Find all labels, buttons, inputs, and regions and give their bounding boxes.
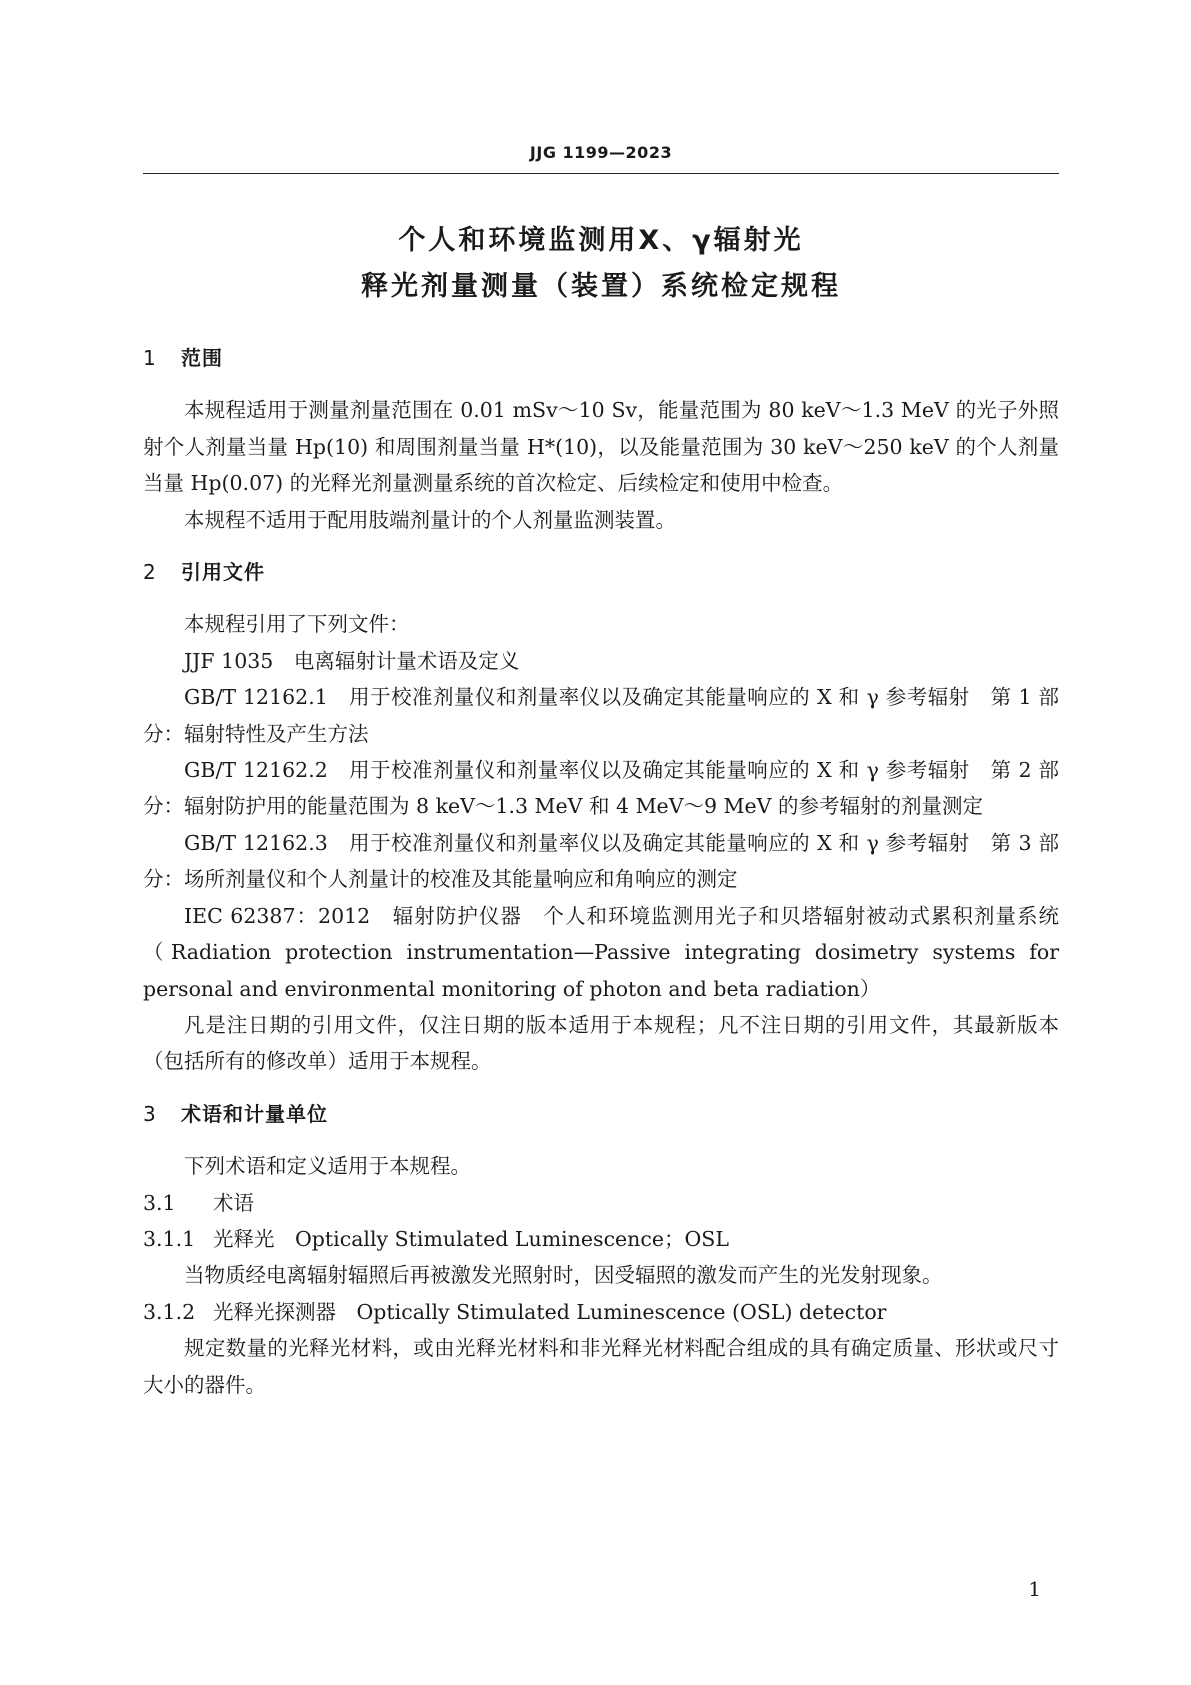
clause-3-1-1 [143,1221,1059,1257]
reference-item: GB/T 12162.1 用于校准剂量仪和剂量率仪以及确定其能量响应的 X 和 γ 参考辐射 第 1 部分：辐射特性及产生方法 [143,685,1059,746]
clause-3-1-2 [143,1294,1059,1330]
clause-title: 光释光探测器 Optically Stimulated Luminescence (OSL) detector [213,1299,887,1324]
document-title-line-2: 释光剂量测量（装置）系统检定规程 [361,271,841,302]
clause-number: 3.1.2 [143,1299,196,1324]
section-title: 术语和计量单位 [181,1101,328,1126]
scope-paragraph: 本规程适用于测量剂量范围在 0.01 mSv～10 Sv，能量范围为 80 keV～1.3 MeV 的光子外照射个人剂量当量 Hp(10) 和周围剂量当量 H*(10)，以及能量范围为 30 keV～250 keV 的个人剂量当量 Hp(0.07) 的光释光剂量测量系统的首次检定、后续检定和使用中检查。 [143,398,1059,496]
references-intro: 本规程引用了下列文件： [184,612,410,637]
section-3-heading [143,1096,1059,1132]
section-number: 1 [143,346,157,370]
document-body [143,340,1059,1403]
clause-3-1-2-definition: 规定数量的光释光材料，或由光释光材料和非光释光材料配合组成的具有确定质量、形状或尺寸大小的器件。 [143,1336,1059,1397]
document-title-line-1: 个人和环境监测用X、γ辐射光 [398,225,804,256]
header-rule [143,173,1059,174]
standard-code-header: JJG 1199—2023 [529,143,673,162]
reference-item: IEC 62387：2012 辐射防护仪器 个人和环境监测用光子和贝塔辐射被动式累积剂量系统（Radiation protection instrumentation—Passive integrating dosimetry systems for personal and environmental monitoring of photon and beta radiation） [143,903,1059,1001]
page-number: 1 [1028,1577,1041,1601]
section-title: 引用文件 [181,560,265,585]
clause-3-1 [143,1185,1059,1221]
reference-item: GB/T 12162.3 用于校准剂量仪和剂量率仪以及确定其能量响应的 X 和 γ 参考辐射 第 3 部分：场所剂量仪和个人剂量计的校准及其能量响应和角响应的测定 [143,830,1059,892]
section-number: 2 [143,560,157,585]
clause-title: 术语 [213,1190,254,1215]
references-note: 凡是注日期的引用文件，仅注日期的版本适用于本规程；凡不注日期的引用文件，其最新版本（包括所有的修改单）适用于本规程。 [143,1012,1059,1074]
section-1-heading [143,340,1059,376]
terms-intro: 下列术语和定义适用于本规程。 [184,1154,471,1179]
clause-title: 光释光 Optically Stimulated Luminescence；OSL [213,1226,729,1251]
reference-item: GB/T 12162.2 用于校准剂量仪和剂量率仪以及确定其能量响应的 X 和 γ 参考辐射 第 2 部分：辐射防护用的能量范围为 8 keV～1.3 MeV 和 4 MeV～9 MeV 的参考辐射的剂量测定 [143,758,1059,819]
section-number: 3 [143,1101,157,1126]
scope-exclusion-paragraph: 本规程不适用于配用肢端剂量计的个人剂量监测装置。 [184,507,676,532]
section-title: 范围 [181,346,223,370]
clause-number: 3.1 [143,1190,176,1215]
clause-number: 3.1.1 [143,1226,196,1251]
clause-3-1-1-definition: 当物质经电离辐射辐照后再被激发光照射时，因受辐照的激发而产生的光发射现象。 [184,1263,943,1288]
section-2-heading [143,554,1059,590]
reference-item: JJF 1035 电离辐射计量术语及定义 [184,648,520,673]
